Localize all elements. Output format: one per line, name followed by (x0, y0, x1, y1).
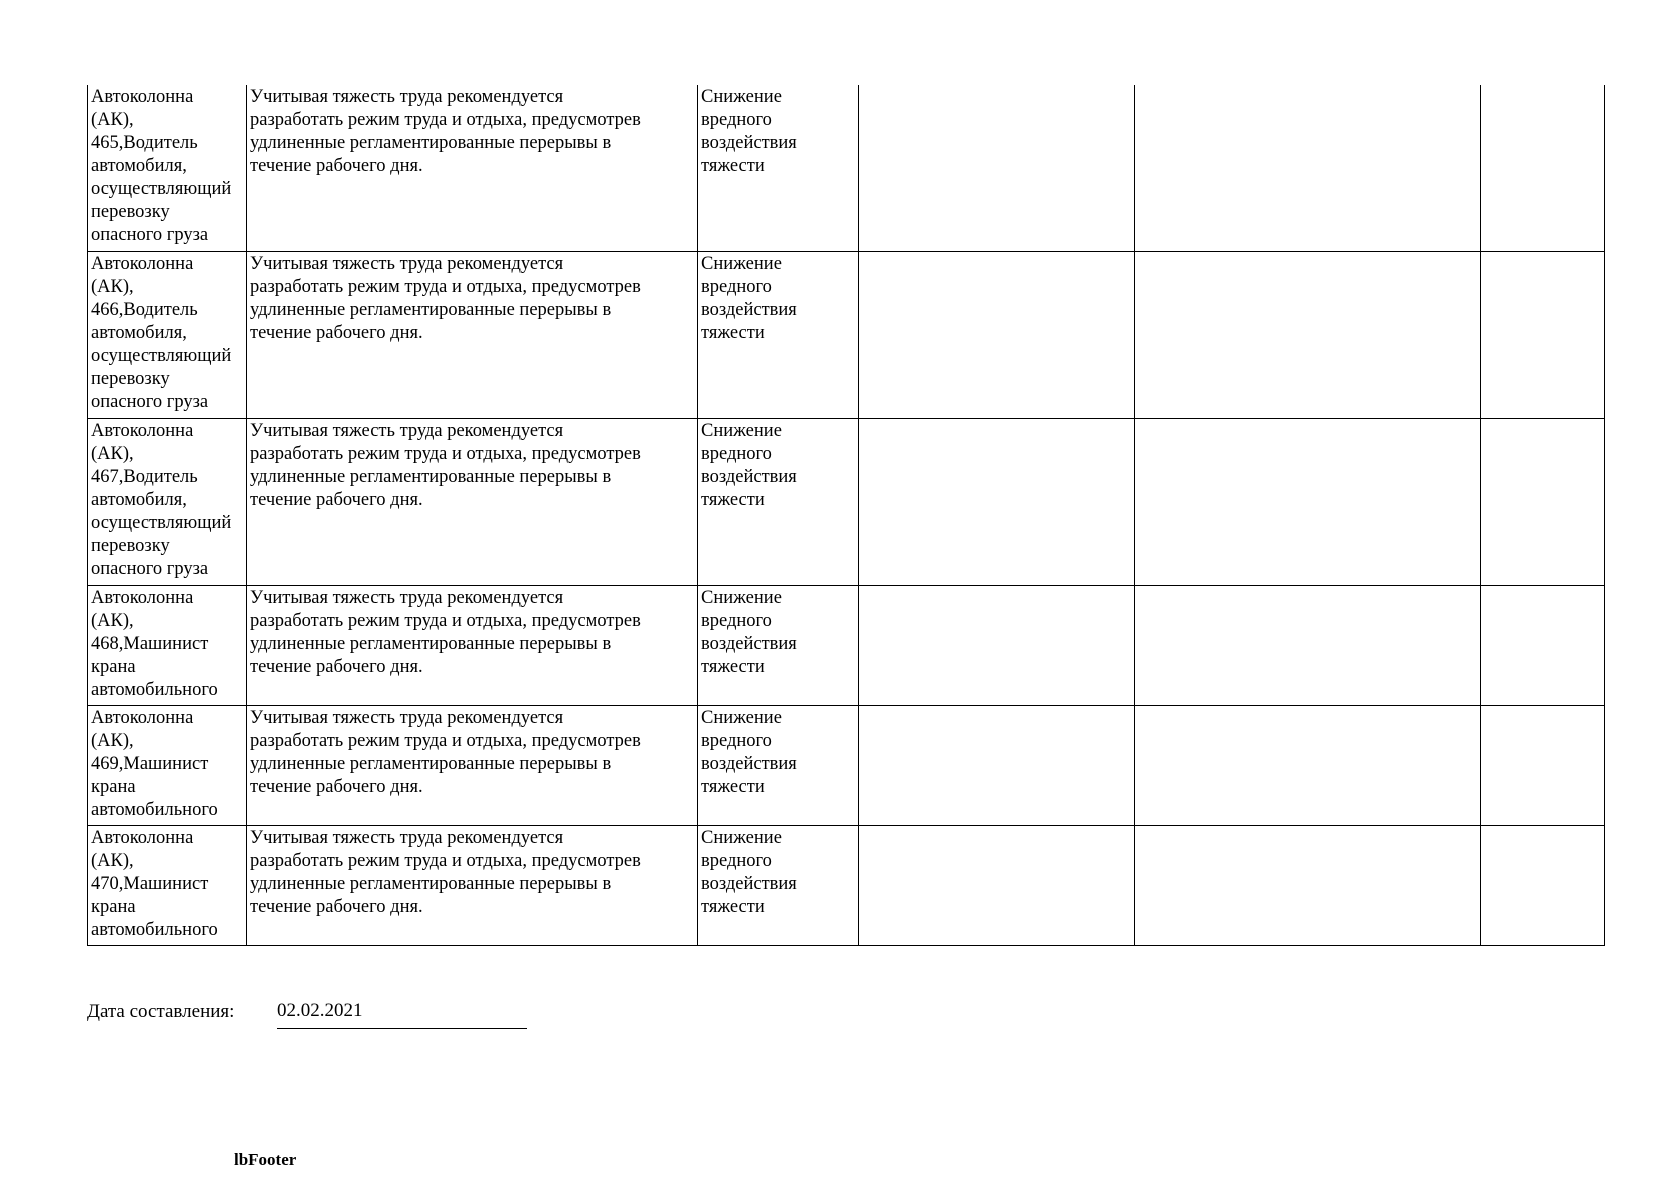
empty-cell (1135, 419, 1481, 586)
table-row (88, 419, 1605, 586)
table-row (88, 826, 1605, 946)
measure-cell: Учитывая тяжесть труда рекомендуется разработать режим труда и отдыха, предусмотрев удлиненные регламентированные перерывы в течение рабочего дня. (247, 252, 698, 419)
table-row (88, 706, 1605, 826)
empty-cell (1135, 586, 1481, 706)
unit-cell: Автоколонна (АК), 466,Водитель автомобиля, осуществляющий перевозку опасного груза (88, 252, 247, 419)
empty-cell (859, 826, 1135, 946)
compile-date-value: 02.02.2021 (277, 1000, 363, 1021)
measure-cell: Учитывая тяжесть труда рекомендуется разработать режим труда и отдыха, предусмотрев удлиненные регламентированные перерывы в течение рабочего дня. (247, 826, 698, 946)
goal-cell: Снижение вредного воздействия тяжести (698, 826, 859, 946)
empty-cell (1481, 85, 1605, 252)
empty-cell (859, 706, 1135, 826)
compile-date-underline (277, 1028, 527, 1029)
goal-cell: Снижение вредного воздействия тяжести (698, 706, 859, 826)
empty-cell (1481, 252, 1605, 419)
empty-cell (1481, 706, 1605, 826)
goal-cell: Снижение вредного воздействия тяжести (698, 252, 859, 419)
empty-cell (859, 252, 1135, 419)
unit-cell: Автоколонна (АК), 465,Водитель автомобиля, осуществляющий перевозку опасного груза (88, 85, 247, 252)
empty-cell (859, 586, 1135, 706)
empty-cell (1135, 252, 1481, 419)
measure-cell: Учитывая тяжесть труда рекомендуется разработать режим труда и отдыха, предусмотрев удлиненные регламентированные перерывы в течение рабочего дня. (247, 85, 698, 252)
measures-table (87, 85, 1605, 946)
measure-cell: Учитывая тяжесть труда рекомендуется разработать режим труда и отдыха, предусмотрев удлиненные регламентированные перерывы в течение рабочего дня. (247, 706, 698, 826)
goal-cell: Снижение вредного воздействия тяжести (698, 586, 859, 706)
empty-cell (859, 419, 1135, 586)
unit-cell: Автоколонна (АК), 467,Водитель автомобиля, осуществляющий перевозку опасного груза (88, 419, 247, 586)
table-row (88, 586, 1605, 706)
unit-cell: Автоколонна (АК), 468,Машинист крана автомобильного (88, 586, 247, 706)
empty-cell (1481, 826, 1605, 946)
measure-cell: Учитывая тяжесть труда рекомендуется разработать режим труда и отдыха, предусмотрев удлиненные регламентированные перерывы в течение рабочего дня. (247, 419, 698, 586)
empty-cell (859, 85, 1135, 252)
table-row (88, 252, 1605, 419)
table-row (88, 85, 1605, 252)
empty-cell (1135, 826, 1481, 946)
unit-cell: Автоколонна (АК), 469,Машинист крана автомобильного (88, 706, 247, 826)
empty-cell (1135, 706, 1481, 826)
empty-cell (1481, 586, 1605, 706)
unit-cell: Автоколонна (АК), 470,Машинист крана автомобильного (88, 826, 247, 946)
goal-cell: Снижение вредного воздействия тяжести (698, 419, 859, 586)
measure-cell: Учитывая тяжесть труда рекомендуется разработать режим труда и отдыха, предусмотрев удлиненные регламентированные перерывы в течение рабочего дня. (247, 586, 698, 706)
footer-label: lbFooter (234, 1150, 297, 1169)
empty-cell (1135, 85, 1481, 252)
compile-date-label: Дата составления: (87, 1001, 235, 1022)
empty-cell (1481, 419, 1605, 586)
goal-cell: Снижение вредного воздействия тяжести (698, 85, 859, 252)
